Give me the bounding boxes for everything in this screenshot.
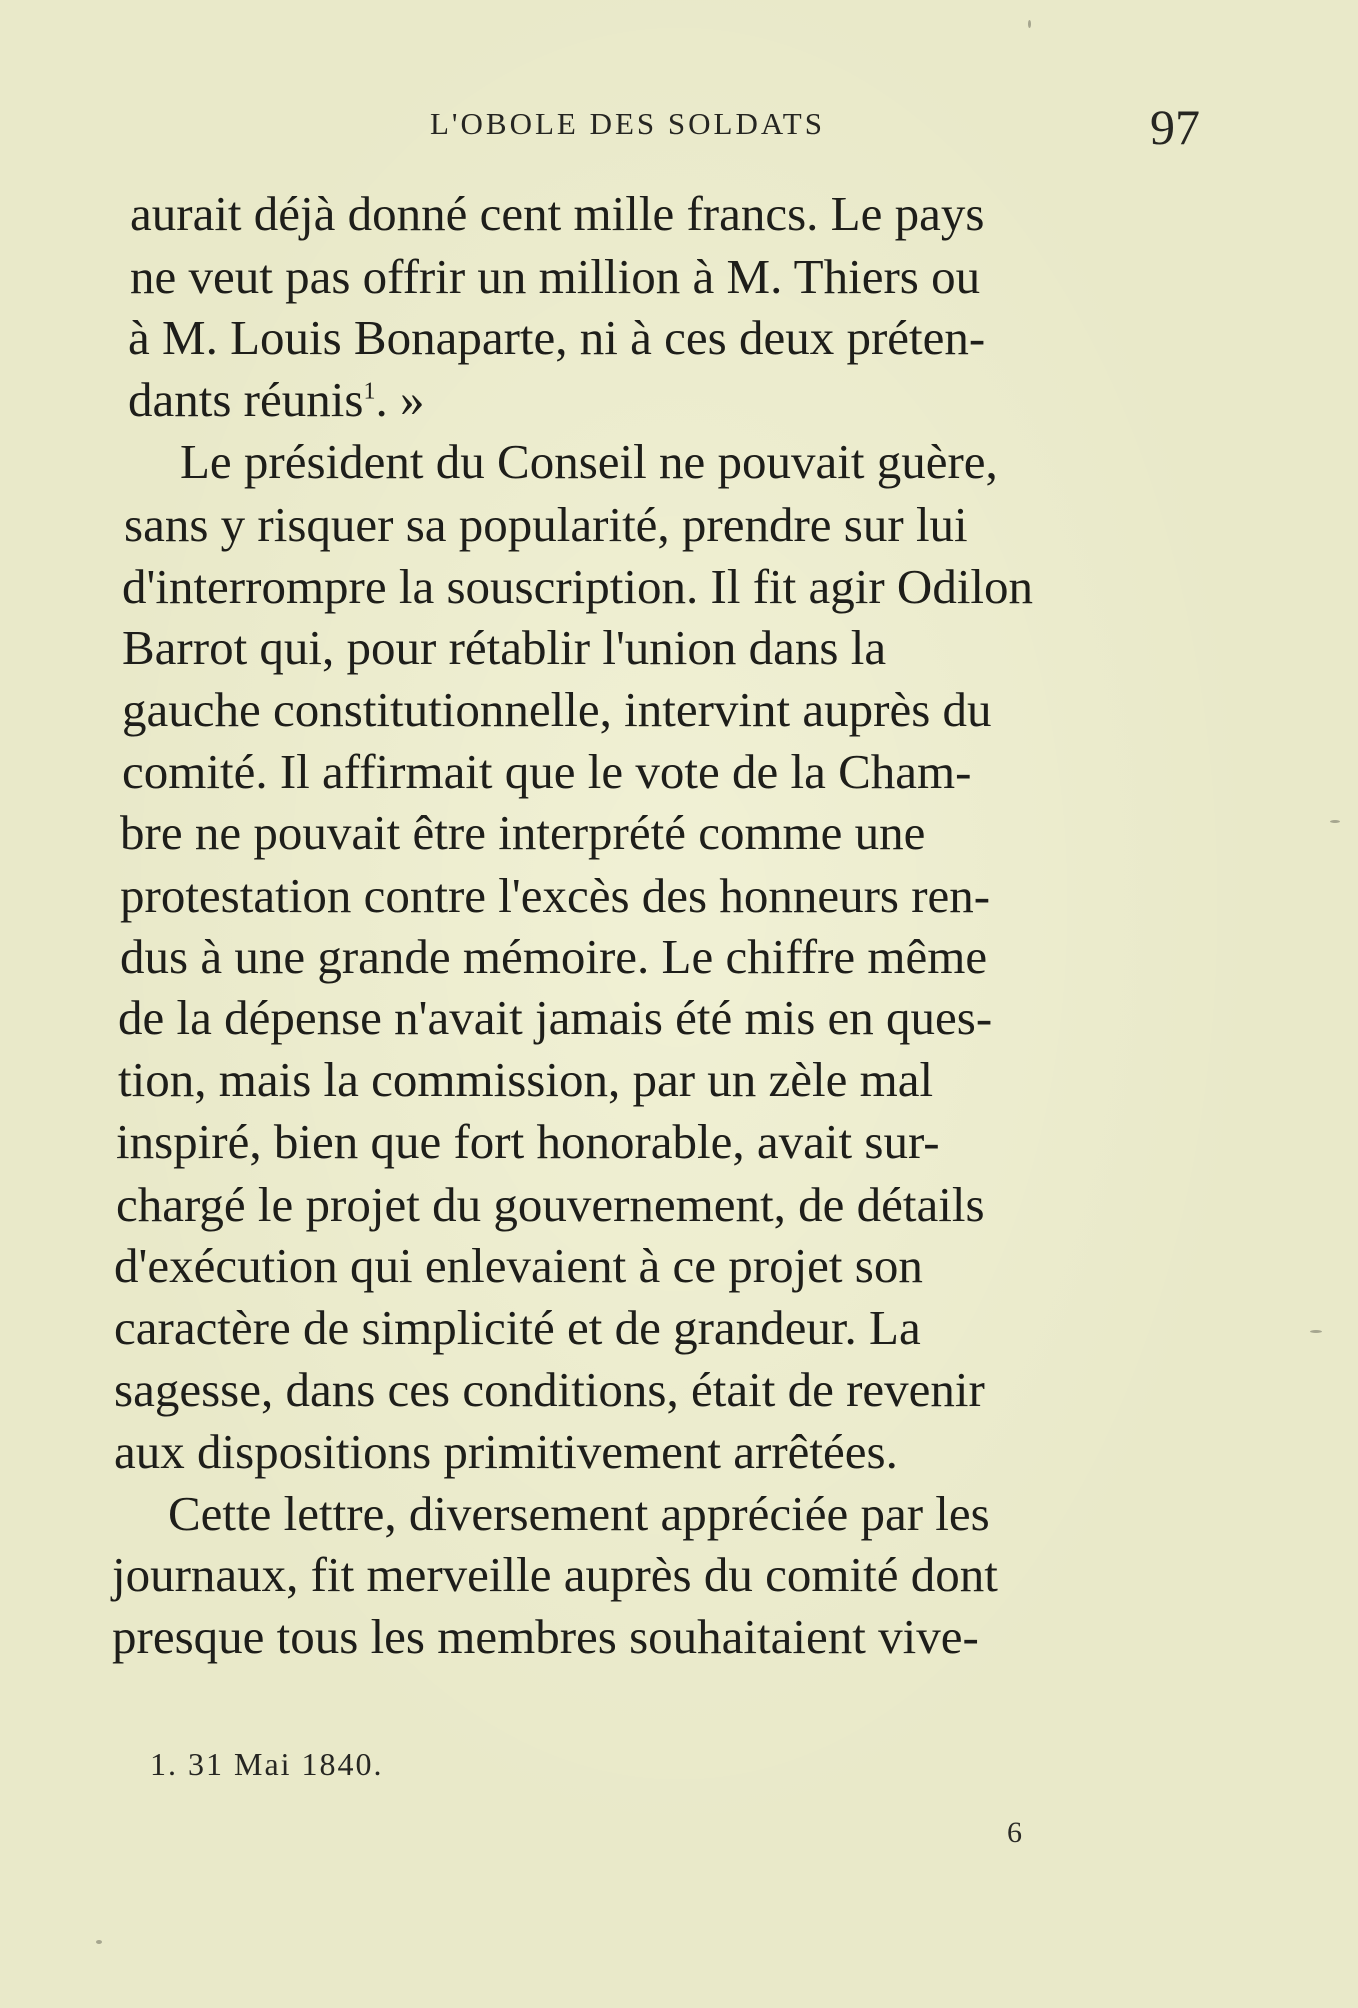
text-fragment: . » <box>375 372 425 427</box>
text-fragment: dants réunis <box>128 372 364 427</box>
text-line: à M. Louis Bonaparte, ni à ces deux préten- <box>128 310 986 365</box>
text-line: Cette lettre, diversement appréciée par les <box>168 1486 990 1541</box>
text-line: Le président du Conseil ne pouvait guère, <box>180 434 998 489</box>
text-line: caractère de simplicité et de grandeur. La <box>114 1300 921 1355</box>
text-line: sans y risquer sa popularité, prendre sur lui <box>124 497 968 552</box>
text-line: journaux, fit merveille auprès du comité dont <box>112 1547 998 1602</box>
text-line: de la dépense n'avait jamais été mis en ques- <box>118 990 993 1045</box>
text-line: dus à une grande mémoire. Le chiffre même <box>120 929 988 984</box>
text-line: d'exécution qui enlevaient à ce projet son <box>114 1238 923 1293</box>
paper-speck <box>96 1940 102 1944</box>
paper-speck <box>1330 820 1340 823</box>
text-line: aurait déjà donné cent mille francs. Le pays <box>130 186 985 241</box>
footnote: 1. 31 Mai 1840. <box>150 1746 384 1782</box>
paper-speck <box>1028 20 1031 28</box>
text-line: inspiré, bien que fort honorable, avait sur- <box>116 1114 940 1169</box>
text-line: ne veut pas offrir un million à M. Thiers ou <box>130 249 981 304</box>
text-line: chargé le projet du gouvernement, de détails <box>116 1177 985 1232</box>
signature-mark: 6 <box>1007 1816 1022 1849</box>
text-line: comité. Il affirmait que le vote de la Cham- <box>122 744 972 799</box>
text-line: sagesse, dans ces conditions, était de revenir <box>114 1362 985 1417</box>
page-number: 97 <box>1150 99 1200 155</box>
text-line: presque tous les membres souhaitaient vive- <box>112 1609 979 1664</box>
text-line: Barrot qui, pour rétablir l'union dans la <box>122 620 887 675</box>
text-line: bre ne pouvait être interprété comme une <box>120 805 926 860</box>
text-line: protestation contre l'excès des honneurs ren- <box>120 868 991 923</box>
running-title: L'OBOLE DES SOLDATS <box>430 106 825 141</box>
text-line: aux dispositions primitivement arrêtées. <box>114 1424 898 1479</box>
text-line-with-note <box>128 370 424 430</box>
paper-speck <box>1310 1330 1322 1333</box>
text-line: d'interrompre la souscription. Il fit agir Odilon <box>122 559 1034 614</box>
footnote-marker: 1 <box>363 378 376 405</box>
text-line: gauche constitutionnelle, intervint auprès du <box>122 682 992 737</box>
text-line: tion, mais la commission, par un zèle mal <box>118 1052 934 1107</box>
